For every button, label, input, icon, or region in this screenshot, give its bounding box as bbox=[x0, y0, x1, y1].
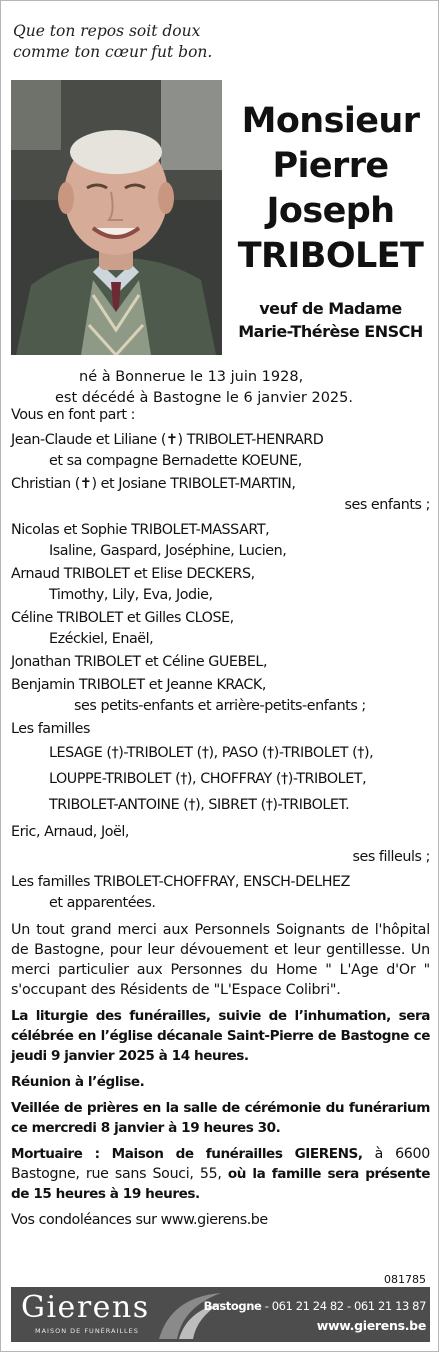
gierens-logo: Gierens bbox=[21, 1290, 150, 1325]
mortuary-address: à 6600 Bastogne, rue sans Souci, 55, bbox=[11, 1146, 430, 1182]
children-role: ses enfants ; bbox=[344, 497, 430, 513]
mortuary-paragraph bbox=[11, 1144, 430, 1204]
family-line: LOUPPE-TRIBOLET (†), CHOFFRAY (†)-TRIBOLET, bbox=[49, 771, 367, 787]
funeral-home-footer bbox=[11, 1287, 430, 1342]
grandchild-line: Isaline, Gaspard, Joséphine, Lucien, bbox=[49, 543, 287, 559]
child-line: et sa compagne Bernadette KOEUNE, bbox=[49, 453, 302, 469]
logo-subtitle: MAISON DE FUNÉRAILLES bbox=[35, 1327, 139, 1335]
death-line: est décédé à Bastogne le 6 janvier 2025. bbox=[55, 390, 353, 406]
widow-of bbox=[228, 297, 433, 343]
grandchild-line: Jonathan TRIBOLET et Céline GUEBEL, bbox=[11, 654, 268, 670]
widow-line-2: Marie-Thérèse ENSCH bbox=[238, 322, 423, 341]
phone-info bbox=[204, 1299, 426, 1313]
vigil-paragraph: Veillée de prières en la salle de cérémonie du funérarium ce mercredi 8 janvier à 19 heures 30. bbox=[11, 1100, 430, 1136]
portrait-photo bbox=[11, 80, 222, 355]
deceased-name bbox=[228, 99, 433, 279]
grandchild-line: Arnaud TRIBOLET et Elise DECKERS, bbox=[11, 566, 255, 582]
families-section bbox=[11, 719, 430, 818]
website-link[interactable]: www.gierens.be bbox=[316, 1318, 426, 1333]
reference-number: 081785 bbox=[384, 1273, 426, 1286]
mortuary-family: où la famille sera présente de 15 heures à 19 heures. bbox=[11, 1166, 430, 1202]
children-section bbox=[11, 430, 430, 516]
quote bbox=[13, 21, 212, 63]
quote-line-1: Que ton repos soit doux bbox=[13, 22, 201, 40]
grandchild-line: Ezéckiel, Enaël, bbox=[49, 631, 154, 647]
other-families-section bbox=[11, 872, 430, 914]
widow-line-1: veuf de Madame bbox=[259, 299, 402, 318]
name-line-last: TRIBOLET bbox=[237, 236, 424, 276]
thanks-paragraph: Un tout grand merci aux Personnels Soignants de l'hôpital de Bastogne, pour leur dévouement et leur gentillesse. Un merci particulier aux Personnes du Home " L'Age d'Or " s'occupant des Résidents de "L'Espace Colibri". bbox=[11, 922, 430, 998]
name-line-title: Monsieur bbox=[241, 101, 420, 141]
grandchildren-section bbox=[11, 520, 430, 717]
announcement-body bbox=[11, 405, 430, 1231]
child-line: Christian (✝) et Josiane TRIBOLET-MARTIN, bbox=[11, 476, 296, 492]
name-line-middle: Joseph bbox=[266, 191, 395, 231]
birth-death-info bbox=[11, 367, 430, 409]
family-line: TRIBOLET-ANTOINE (†), SIBRET (†)-TRIBOLET. bbox=[49, 797, 350, 813]
swoosh-icon bbox=[151, 1289, 223, 1341]
other-families-line: et apparentées. bbox=[49, 895, 156, 911]
birth-line: né à Bonnerue le 13 juin 1928, bbox=[79, 369, 304, 385]
phone-numbers: - 061 21 24 82 - 061 21 13 87 bbox=[261, 1299, 426, 1313]
godchildren-names: Eric, Arnaud, Joël, bbox=[11, 824, 130, 840]
grandchildren-role: ses petits-enfants et arrière-petits-enfants ; bbox=[74, 698, 366, 714]
child-line: Jean-Claude et Liliane (✝) TRIBOLET-HENRARD bbox=[11, 432, 324, 448]
name-line-first: Pierre bbox=[272, 146, 389, 186]
quote-line-2: comme ton cœur fut bon. bbox=[13, 43, 213, 61]
godchildren-section bbox=[11, 822, 430, 868]
condolences-text: Vos condoléances sur www.gierens.be bbox=[11, 1212, 268, 1228]
grandchild-line: Nicolas et Sophie TRIBOLET-MASSART, bbox=[11, 522, 270, 538]
city-label: Bastogne bbox=[203, 1299, 262, 1313]
grandchild-line: Timothy, Lily, Eva, Jodie, bbox=[49, 587, 213, 603]
grandchild-line: Céline TRIBOLET et Gilles CLOSE, bbox=[11, 610, 234, 626]
families-heading: Les familles bbox=[11, 721, 90, 737]
meeting-paragraph: Réunion à l’église. bbox=[11, 1074, 145, 1090]
other-families-line: Les familles TRIBOLET-CHOFFRAY, ENSCH-DELHEZ bbox=[11, 874, 350, 890]
godchildren-role: ses filleuls ; bbox=[352, 849, 430, 865]
grandchild-line: Benjamin TRIBOLET et Jeanne KRACK, bbox=[11, 677, 266, 693]
mortuary-label: Mortuaire : Maison de funérailles GIERENS, bbox=[11, 1146, 363, 1162]
intro-text: Vous en font part : bbox=[11, 407, 135, 423]
family-line: LESAGE (†)-TRIBOLET (†), PASO (†)-TRIBOLET (†), bbox=[49, 745, 374, 761]
liturgy-paragraph: La liturgie des funérailles, suivie de l’inhumation, sera célébrée en l’église décanale Saint-Pierre de Bastogne ce jeudi 9 janvier 2025 à 14 heures. bbox=[11, 1008, 430, 1064]
